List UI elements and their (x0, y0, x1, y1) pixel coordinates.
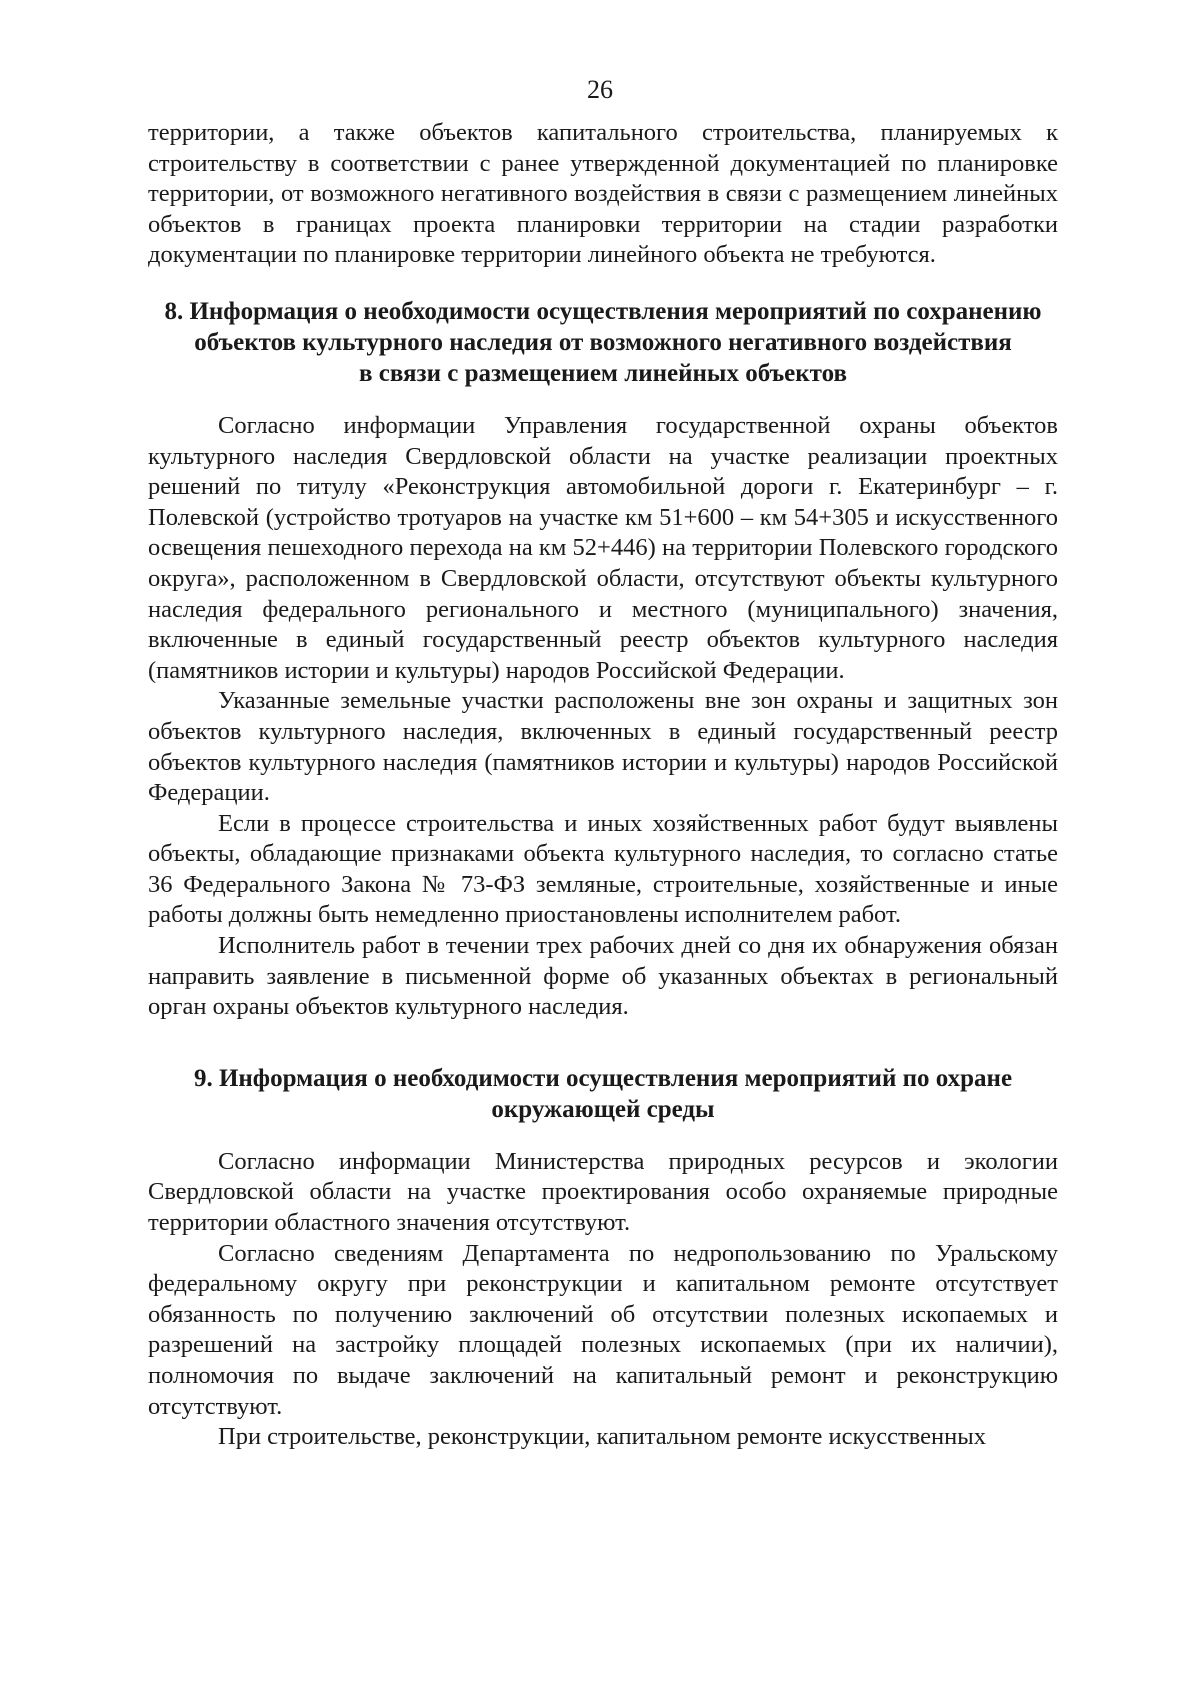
document-body (148, 118, 1058, 1453)
section-8-paragraph: Если в процессе строительства и иных хозяйственных работ будут выявлены объекты, обладающие признаками объекта культурного наследия, то согласно статье 36 Федерального Закона № 73-ФЗ земляные, строительные, хозяйственные и иные работы должны быть немедленно приостановлены исполнителем работ. (148, 809, 1058, 929)
section-8-heading-line: объектов культурного наследия от возможного негативного воздействия (194, 328, 1012, 356)
intro-paragraph: территории, а также объектов капитального строительства, планируемых к строительству в соответствии с ранее утвержденной документацией по планировке территории, от возможного негативного воздействия в связи с размещением линейных объектов в границах проекта планировки территории на стадии разработки документации по планировке территории линейного объекта не требуются. (148, 119, 1058, 269)
section-9-paragraph: Согласно сведениям Департамента по недропользованию по Уральскому федеральному округу при реконструкции и капитальном ремонте отсутствует обязанность по получению заключений об отсутствии полезных ископаемых и разрешений на застройку площадей полезных ископаемых (при их наличии), полномочия по выдаче заключений на капитальный ремонт и реконструкцию отсутствуют. (148, 1239, 1058, 1420)
section-8-paragraph: Указанные земельные участки расположены вне зон охраны и защитных зон объектов культурного наследия, включенных в единый государственный реестр объектов культурного наследия (памятников истории и культуры) народов Российской Федерации. (148, 687, 1058, 807)
section-9-heading-line: окружающей среды (491, 1095, 715, 1123)
page-number: 26 (587, 75, 613, 104)
section-8-heading-line: в связи с размещением линейных объектов (359, 359, 847, 387)
section-9-paragraph: При строительстве, реконструкции, капитальном ремонте искусственных (218, 1423, 986, 1451)
section-9-heading (148, 1063, 1058, 1125)
section-8-heading (148, 296, 1058, 389)
section-8-paragraph: Согласно информации Управления государственной охраны объектов культурного наследия Свердловской области на участке реализации проектных решений по титулу «Реконструкция автомобильной дороги г. Екатеринбург – г. Полевской (устройство тротуаров на участке км 51+600 – км 54+305 и искусственного освещения пешеходного перехода на км 52+446) на территории Полевского городского округа», расположенном в Свердловской области, отсутствуют объекты культурного наследия федерального регионального и местного (муниципального) значения, включенные в единый государственный реестр объектов культурного наследия (памятников истории и культуры) народов Российской Федерации. (148, 411, 1058, 684)
section-9-heading-line: 9. Информация о необходимости осуществления мероприятий по охране (193, 1064, 1013, 1092)
section-8-heading-line: 8. Информация о необходимости осуществления мероприятий по сохранению (164, 297, 1042, 325)
section-8-paragraph: Исполнитель работ в течении трех рабочих дней со дня их обнаружения обязан направить заявление в письменной форме об указанных объектах в региональный орган охраны объектов культурного наследия. (148, 932, 1058, 1021)
section-9-paragraph: Согласно информации Министерства природных ресурсов и экологии Свердловской области на участке проектирования особо охраняемые природные территории областного значения отсутствуют. (148, 1147, 1058, 1237)
